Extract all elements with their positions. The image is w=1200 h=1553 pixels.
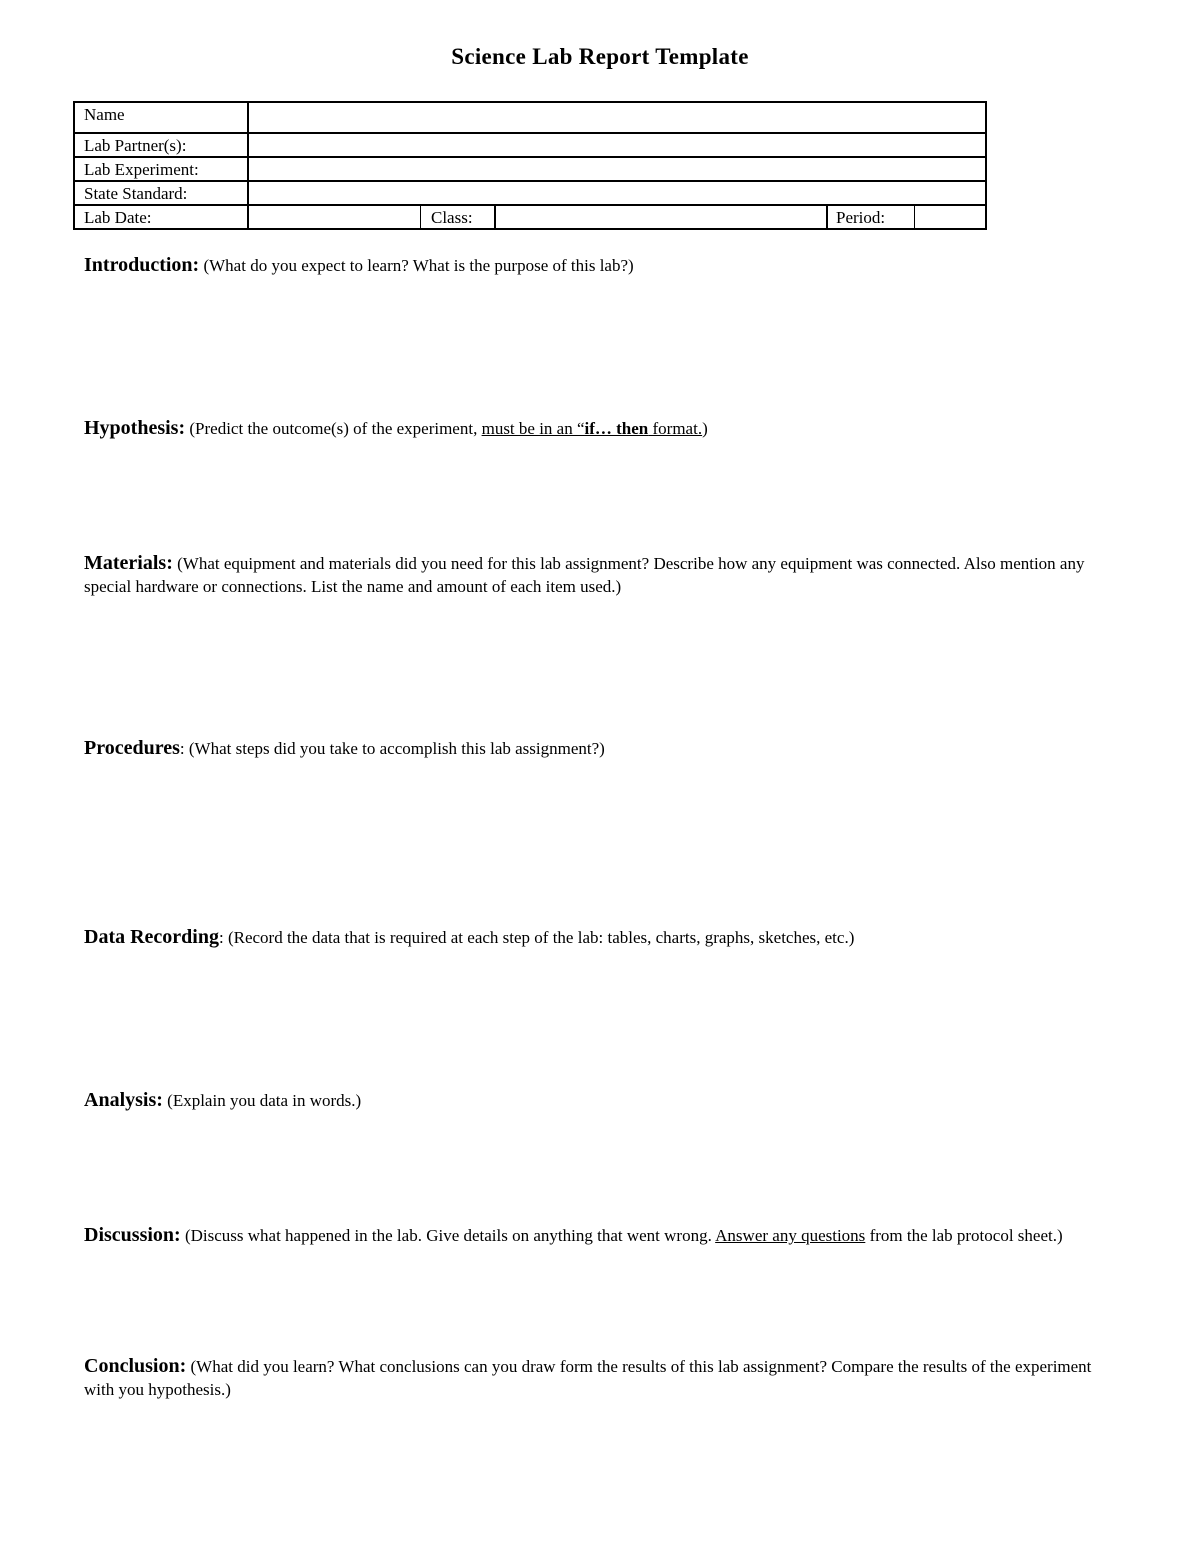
discussion-section bbox=[84, 1224, 1114, 1247]
lab-experiment-label: Lab Experiment: bbox=[84, 160, 199, 179]
state-standard-label: State Standard: bbox=[84, 184, 188, 203]
column-divider bbox=[826, 206, 828, 228]
analysis-prompt: (Explain you data in words.) bbox=[162, 1091, 362, 1110]
analysis-section bbox=[84, 1089, 1114, 1112]
data-recording-section bbox=[84, 926, 1114, 949]
column-divider bbox=[247, 158, 249, 180]
student-info-table bbox=[73, 101, 987, 230]
hypothesis-heading: Hypothesis: bbox=[84, 417, 186, 439]
lab-experiment-row bbox=[75, 156, 985, 180]
conclusion-heading: Conclusion: bbox=[84, 1355, 187, 1377]
name-label: Name bbox=[84, 105, 125, 124]
conclusion-section bbox=[84, 1355, 1114, 1401]
materials-prompt: (What equipment and materials did you need for this lab assignment? Describe how any equipment was connected. Also mention any special hardware or connections. List the name and amount of each item used.) bbox=[84, 554, 1085, 596]
format-rule-text-end: format. bbox=[648, 419, 703, 438]
lab-date-label: Lab Date: bbox=[84, 208, 152, 227]
lab-date-row bbox=[75, 204, 985, 228]
conclusion-prompt: (What did you learn? What conclusions can you draw form the results of this lab assignment? Compare the results of the experiment with you hypothesis.) bbox=[84, 1357, 1092, 1399]
data-recording-prompt: : (Record the data that is required at each step of the lab: tables, charts, graphs, sketches, etc.) bbox=[218, 928, 855, 947]
materials-heading: Materials: bbox=[84, 552, 173, 574]
column-divider bbox=[247, 182, 249, 204]
column-divider bbox=[494, 206, 496, 228]
hypothesis-section bbox=[84, 417, 1114, 440]
lab-partners-label: Lab Partner(s): bbox=[84, 136, 187, 155]
page-title: Science Lab Report Template bbox=[451, 44, 749, 69]
period-label: Period: bbox=[836, 208, 886, 227]
column-divider bbox=[247, 206, 249, 228]
data-recording-heading: Data Recording bbox=[84, 926, 219, 948]
if-then-text: if… then bbox=[584, 419, 649, 438]
discussion-prompt-end: from the lab protocol sheet.) bbox=[865, 1226, 1063, 1245]
introduction-heading: Introduction: bbox=[84, 254, 200, 276]
procedures-prompt: : (What steps did you take to accomplish this lab assignment?) bbox=[179, 739, 605, 758]
hypothesis-prompt: (Predict the outcome(s) of the experiment, bbox=[185, 419, 482, 438]
introduction-section bbox=[84, 254, 1114, 277]
procedures-heading: Procedures bbox=[84, 737, 180, 759]
name-row bbox=[75, 103, 985, 132]
format-rule-text: must be in an “ bbox=[481, 419, 585, 438]
answer-questions-text: Answer any questions bbox=[715, 1226, 866, 1245]
analysis-heading: Analysis: bbox=[84, 1089, 163, 1111]
procedures-section bbox=[84, 737, 1114, 760]
state-standard-row bbox=[75, 180, 985, 204]
discussion-heading: Discussion: bbox=[84, 1224, 181, 1246]
column-divider bbox=[247, 134, 249, 156]
hypothesis-format-rule bbox=[482, 419, 703, 438]
discussion-prompt: (Discuss what happened in the lab. Give details on anything that went wrong. bbox=[180, 1226, 716, 1245]
class-label: Class: bbox=[431, 208, 473, 227]
column-divider bbox=[247, 103, 249, 132]
lab-partners-row bbox=[75, 132, 985, 156]
introduction-prompt: (What do you expect to learn? What is the purpose of this lab?) bbox=[199, 256, 634, 275]
column-divider bbox=[420, 206, 421, 228]
column-divider bbox=[914, 206, 915, 228]
materials-section bbox=[84, 552, 1114, 598]
hypothesis-prompt-end: ) bbox=[702, 419, 708, 438]
